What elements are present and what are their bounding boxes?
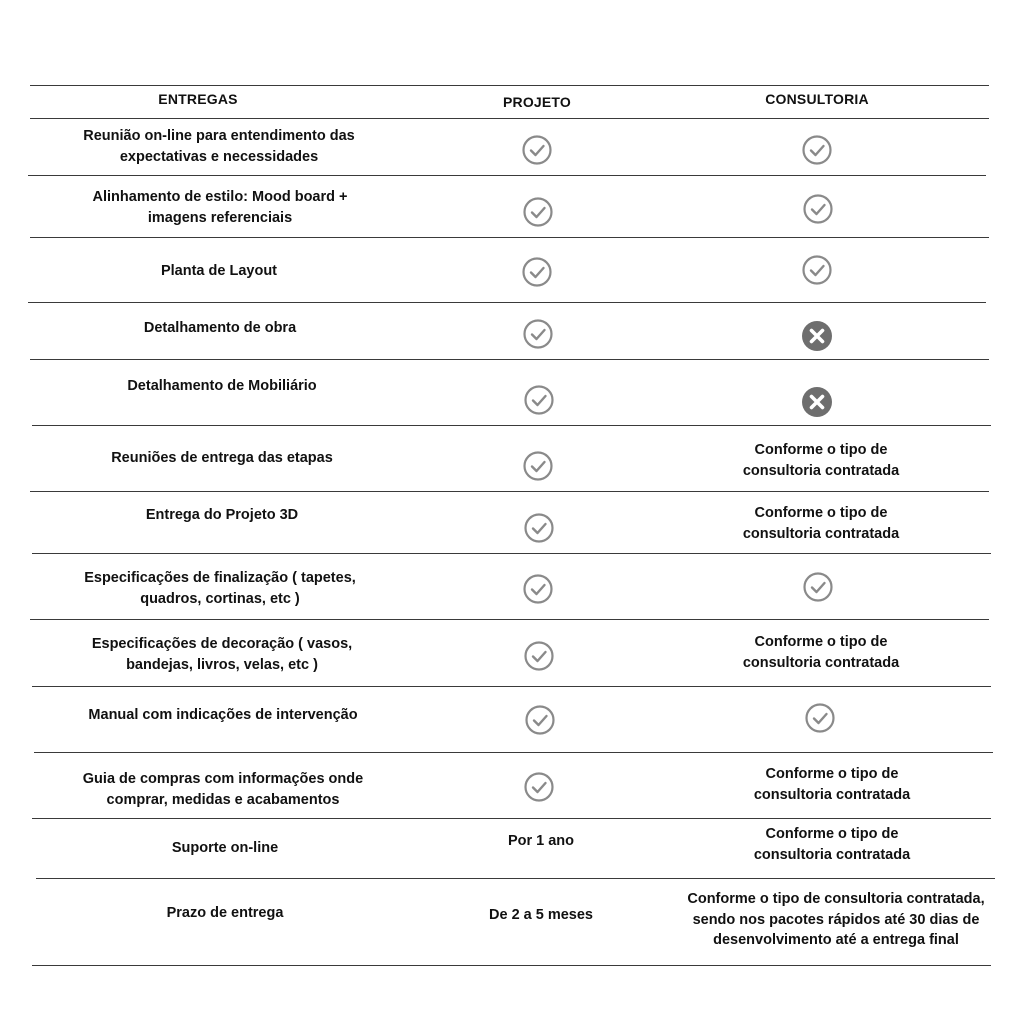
projeto-text: Por 1 ano [507, 833, 575, 849]
check-circle-icon [523, 512, 555, 544]
row-item: Manual com indicações de intervenção [88, 707, 358, 723]
table-rule [30, 619, 989, 620]
consultoria-text: Conforme o tipo de consultoria contratada [753, 766, 911, 803]
consultoria-text: Conforme o tipo de consultoria contratada [742, 505, 900, 542]
check-circle-icon [524, 704, 556, 736]
row-item: Reuniões de entrega das etapas [111, 450, 333, 466]
row-item: Alinhamento de estilo: Mood board + imagens referenciais [92, 189, 348, 226]
row-item: Especificações de finalização ( tapetes, quadros, cortinas, etc ) [84, 570, 356, 607]
check-circle-icon [522, 573, 554, 605]
check-circle-icon [801, 134, 833, 166]
row-item: Especificações de decoração ( vasos, bandejas, livros, velas, etc ) [91, 636, 353, 673]
check-circle-icon [522, 450, 554, 482]
table-rule [32, 686, 991, 687]
consultoria-text: Conforme o tipo de consultoria contratada, sendo nos pacotes rápidos até 30 dias de desenvolvimento até a entrega final [687, 891, 985, 948]
projeto-text: De 2 a 5 meses [489, 907, 593, 923]
table-rule [30, 118, 989, 119]
row-item: Detalhamento de Mobiliário [127, 378, 317, 394]
check-circle-icon [804, 702, 836, 734]
check-circle-icon [802, 571, 834, 603]
table-rule [32, 553, 991, 554]
table-rule [36, 878, 995, 879]
check-circle-icon [523, 640, 555, 672]
check-circle-icon [521, 256, 553, 288]
x-circle-icon [801, 386, 833, 418]
check-circle-icon [522, 318, 554, 350]
check-circle-icon [522, 196, 554, 228]
row-item: Guia de compras com informações onde comprar, medidas e acabamentos [82, 771, 364, 808]
check-circle-icon [523, 384, 555, 416]
check-circle-icon [523, 771, 555, 803]
x-circle-icon [801, 320, 833, 352]
check-circle-icon [802, 193, 834, 225]
header-projeto: PROJETO [502, 94, 572, 110]
header-consultoria: CONSULTORIA [765, 91, 869, 107]
row-item: Suporte on-line [171, 840, 279, 856]
header-entregas: ENTREGAS [158, 91, 238, 107]
row-item: Entrega do Projeto 3D [145, 507, 299, 523]
table-rule [32, 965, 991, 966]
check-circle-icon [521, 134, 553, 166]
row-item: Planta de Layout [160, 263, 278, 279]
table-rule [28, 302, 986, 303]
table-rule [30, 491, 989, 492]
table-rule [32, 818, 991, 819]
table-rule [30, 85, 989, 86]
row-item: Reunião on-line para entendimento das expectativas e necessidades [83, 128, 355, 165]
table-rule [28, 175, 986, 176]
check-circle-icon [801, 254, 833, 286]
consultoria-text: Conforme o tipo de consultoria contratada [742, 442, 900, 479]
table-rule [32, 425, 991, 426]
row-item: Detalhamento de obra [143, 320, 297, 336]
consultoria-text: Conforme o tipo de consultoria contratada [742, 634, 900, 671]
table-rule [30, 237, 989, 238]
consultoria-text: Conforme o tipo de consultoria contratada [753, 826, 911, 863]
row-item: Prazo de entrega [166, 905, 284, 921]
table-rule [34, 752, 993, 753]
table-rule [30, 359, 989, 360]
